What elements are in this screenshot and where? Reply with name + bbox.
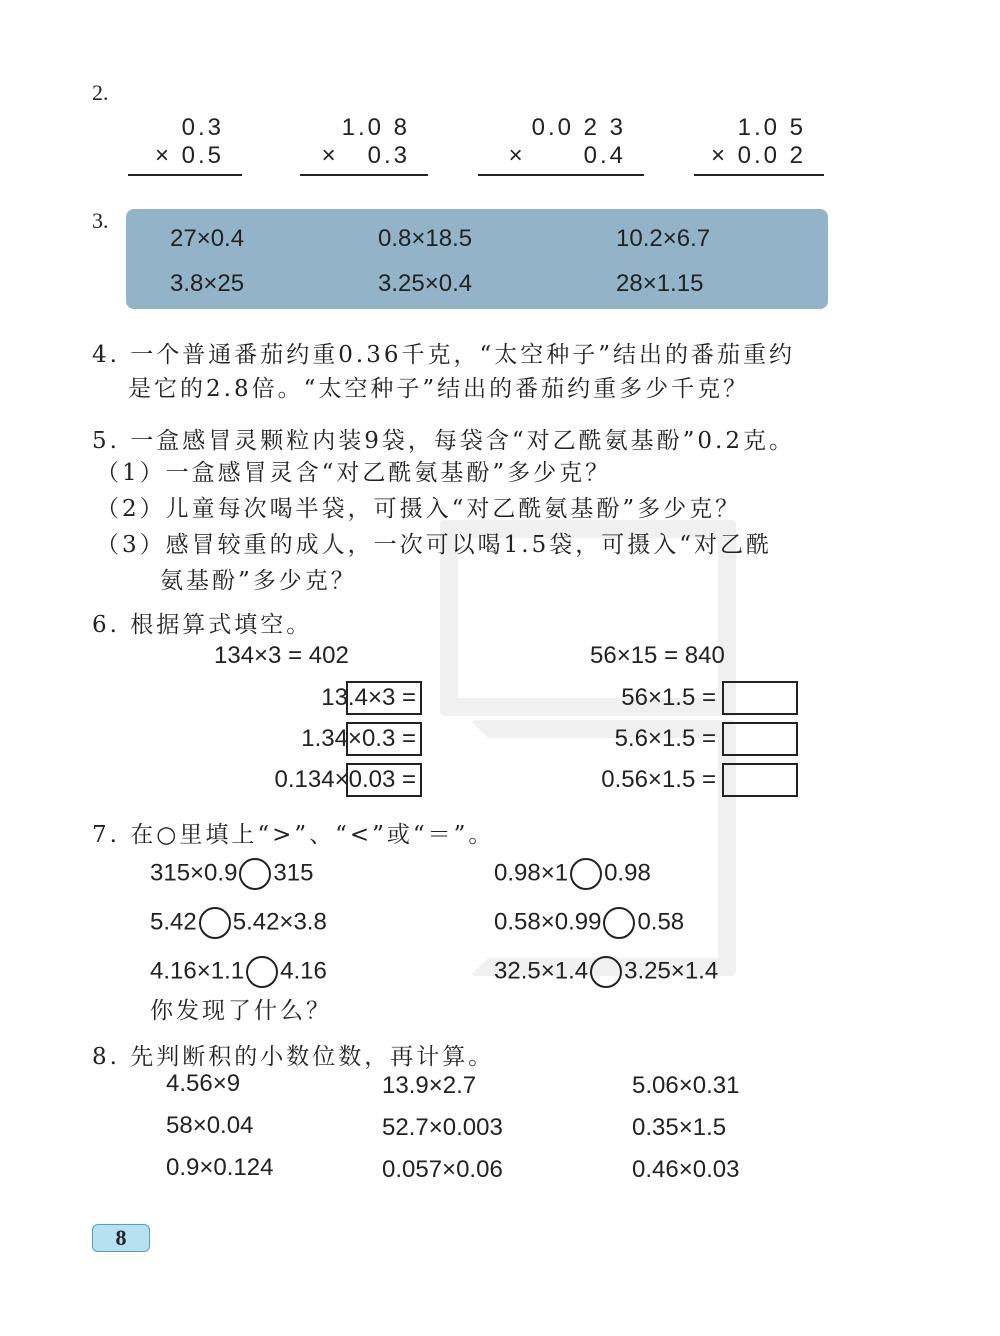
expression: 52.7×0.003 [382,1114,503,1141]
comparison-right: 0.98 [604,859,651,887]
answer-box[interactable] [722,763,798,797]
expression: 3.8×25 [170,270,245,297]
expression: 4.56×9 [166,1070,241,1097]
given-equation: 134×3 = 402 [214,642,349,669]
multiplicand: 1.0 8 [341,114,410,141]
equation-left: 0.134×0.03 = [274,766,416,793]
equation-left: 13.4×3 = [321,684,416,711]
comparison-circle[interactable] [570,858,602,890]
expression: 10.2×6.7 [616,225,711,252]
comparison-right: 315 [273,859,314,887]
expression: 3.25×0.4 [378,270,473,297]
comparison-left: 0.98×1 [494,859,569,887]
multiplicand: 0.3 [181,114,224,141]
comparison-right: 0.58 [637,908,685,936]
comparison-circle[interactable] [246,956,278,988]
question-number: 2. [92,80,109,105]
question-title: 6. 根据算式填空。 [92,612,313,638]
answer-box[interactable] [722,722,798,756]
answer-box[interactable] [346,681,422,715]
comparison [150,858,313,890]
equation-left: 0.56×1.5 = [601,766,716,793]
comparison-left: 4.16×1.1 [150,957,245,985]
multiplier: × 0.4 [508,142,626,169]
multiplicand: 0.0 2 3 [531,114,626,141]
vertical-multiplication [694,114,824,176]
comparison-left: 0.58×0.99 [494,908,602,936]
sub-question: （1）一盒感冒灵含“对乙酰氨基酚”多少克？ [96,460,612,486]
word-problem-line: 5. 一盒感冒灵颗粒内装9袋，每袋含“对乙酰氨基酚”0.2克。 [92,428,795,454]
comparison-circle[interactable] [603,907,635,939]
sub-question: （2）儿童每次喝半袋，可摄入“对乙酰氨基酚”多少克？ [96,496,742,522]
comparison-right: 3.25×1.4 [624,957,719,985]
comparison [150,907,327,939]
word-problem-line: 4. 一个普通番茄约重0.36千克，“太空种子”结出的番茄重约 [92,342,795,368]
expression: 0.35×1.5 [632,1114,727,1141]
vertical-multiplication [300,114,428,176]
expression: 5.06×0.31 [632,1072,740,1099]
question-number: 3. [92,208,109,233]
expression: 28×1.15 [616,270,704,297]
equation-left: 56×1.5 = [621,684,716,711]
answer-box[interactable] [722,681,798,715]
expression: 13.9×2.7 [382,1072,477,1099]
expression-panel [126,209,828,309]
underline [478,174,644,176]
sub-question: 氨基酚”多少克？ [160,568,357,594]
reflection-question: 你发现了什么？ [150,998,332,1024]
multiplier: × 0.0 2 [710,142,806,169]
underline [694,174,824,176]
answer-box[interactable] [346,763,422,797]
sub-question: （3）感冒较重的成人，一次可以喝1.5袋，可摄入“对乙酰 [96,532,772,558]
given-equation: 56×15 = 840 [590,642,725,669]
comparison [494,907,684,939]
comparison-circle[interactable] [199,907,231,939]
comparison-left: 5.42 [150,908,197,936]
multiplier: × 0.5 [154,142,224,169]
comparison-right: 4.16 [280,957,327,985]
comparison [494,858,651,890]
question-title: 7. 在○里填上“>”、“<”或“＝”。 [92,822,495,848]
comparison-circle[interactable] [590,956,622,988]
comparison [494,956,718,988]
vertical-multiplication [128,114,242,176]
comparison-left: 32.5×1.4 [494,957,589,985]
multiplier: × 0.3 [321,142,410,169]
comparison-left: 315×0.9 [150,859,238,887]
comparison-right: 5.42×3.8 [232,908,327,936]
underline [300,174,428,176]
expression: 0.9×0.124 [166,1154,274,1181]
page-number: 8 [92,1224,150,1252]
expression: 0.46×0.03 [632,1156,740,1183]
expression: 58×0.04 [166,1112,254,1139]
equation-left: 5.6×1.5 = [614,725,716,752]
multiplicand: 1.0 5 [737,114,806,141]
equation [601,766,716,794]
comparison-circle[interactable] [239,858,271,890]
comparison [150,956,327,988]
equation [621,684,716,712]
expression: 0.057×0.06 [382,1156,503,1183]
question-title: 8. 先判断积的小数位数，再计算。 [92,1044,495,1070]
underline [128,174,242,176]
expression: 0.8×18.5 [378,225,473,252]
word-problem-line: 是它的2.8倍。“太空种子”结出的番茄约重多少千克？ [128,376,750,402]
expression: 27×0.4 [170,225,245,252]
vertical-multiplication [478,114,644,176]
equation-left: 1.34×0.3 = [301,725,416,752]
answer-box[interactable] [346,722,422,756]
equation [615,725,716,753]
